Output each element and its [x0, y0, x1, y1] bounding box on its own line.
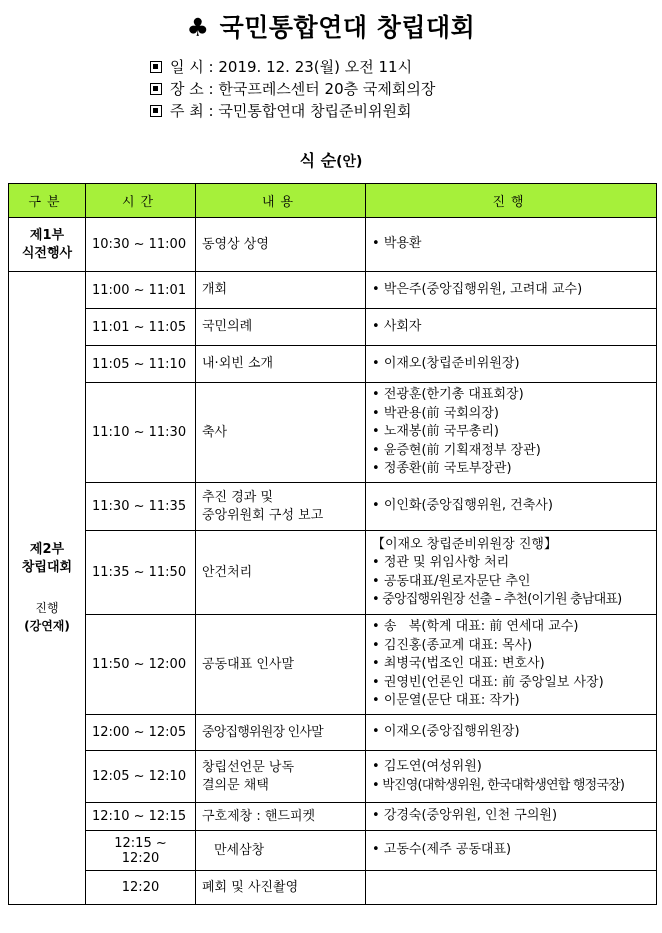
progress-cell: • 이재오(중앙집행위원장): [366, 715, 657, 751]
program-subtitle: 식 순(안): [299, 151, 363, 170]
progress-cell: • 김도연(여성위원) • 박진영(대학생위원, 한국대학생연합 행정국장): [366, 751, 657, 803]
table-row: 12:00 ~ 12:05 중앙집행위원장 인사말 • 이재오(중앙집행위원장): [9, 715, 657, 751]
square-bullet-icon: [150, 83, 162, 95]
table-row: 11:50 ~ 12:00 공동대표 인사말 • 송 복(학계 대표: 前 연세대 교수) • 김진홍(종교계 대표: 목사) • 최병국(법조인 대표: 변호사) • 권영빈(언론인 대표: 前 중앙일보 사장) • 이문열(문단 대표: 작가): [9, 615, 657, 715]
content-cell: 개회: [196, 272, 366, 309]
content-cell: 국민의례: [196, 309, 366, 346]
table-row: 11:01 ~ 11:05 국민의례 • 사회자: [9, 309, 657, 346]
club-icon: ♣: [186, 13, 210, 42]
table-row: 11:05 ~ 11:10 내·외빈 소개 • 이재오(창립준비위원장): [9, 346, 657, 383]
content-cell: 공동대표 인사말: [196, 615, 366, 715]
event-info: [150, 56, 435, 122]
schedule-table: [8, 183, 657, 905]
content-cell: 중앙집행위원장 인사말: [196, 715, 366, 751]
progress-cell: 【이재오 창립준비위원장 진행】 • 정관 및 위임사항 처리 • 공동대표/원로자문단 추인 • 중앙집행위원장 선출 – 추천(이기원 충남대표): [366, 531, 657, 615]
document-title: ♣ 국민통합연대 창립대회: [186, 13, 476, 42]
table-row: 제2부 창립대회 진행 (강연재) 11:00 ~ 11:01 개회 • 박은주(중앙집행위원, 고려대 교수): [9, 272, 657, 309]
table-row: 12:10 ~ 12:15 구호제창 : 핸드피켓 • 강경숙(중앙위원, 인천 구의원): [9, 803, 657, 831]
table-row: 제1부 식전행사 10:30 ~ 11:00 동영상 상영 • 박용환: [9, 218, 657, 272]
info-date: 일 시 : 2019. 12. 23(월) 오전 11시: [150, 56, 435, 78]
square-bullet-icon: [150, 61, 162, 73]
info-venue: 장 소 : 한국프레스센터 20층 국제회의장: [150, 78, 435, 100]
content-cell: 동영상 상영: [196, 218, 366, 272]
progress-cell: • 고동수(제주 공동대표): [366, 831, 657, 871]
header-progress: 진행: [366, 184, 657, 218]
table-header-row: [9, 184, 657, 218]
content-cell: 축사: [196, 383, 366, 483]
table-row: 11:30 ~ 11:35 추진 경과 및 중앙위원회 구성 보고 • 이인화(중앙집행위원, 건축사): [9, 483, 657, 531]
info-host: 주 최 : 국민통합연대 창립준비위원회: [150, 100, 435, 122]
progress-cell: [366, 871, 657, 905]
progress-cell: • 전광훈(한기총 대표회장) • 박관용(前 국회의장) • 노재봉(前 국무총리) • 윤증현(前 기획재정부 장관) • 정종환(前 국토부장관): [366, 383, 657, 483]
content-cell: 구호제창 : 핸드피켓: [196, 803, 366, 831]
table-row: 12:05 ~ 12:10 창립선언문 낭독 결의문 채택 • 김도연(여성위원) • 박진영(대학생위원, 한국대학생연합 행정국장): [9, 751, 657, 803]
progress-cell: • 이재오(창립준비위원장): [366, 346, 657, 383]
table-row: 11:10 ~ 11:30 축사 • 전광훈(한기총 대표회장) • 박관용(前 국회의장) • 노재봉(前 국무총리) • 윤증현(前 기획재정부 장관) • 정종환(前 국토부장관): [9, 383, 657, 483]
content-cell: 폐회 및 사진촬영: [196, 871, 366, 905]
table-row: 12:20 폐회 및 사진촬영: [9, 871, 657, 905]
content-cell: 만세삼창: [196, 831, 366, 871]
part2-cell: 제2부 창립대회 진행 (강연재): [9, 272, 86, 905]
table-row: [9, 831, 657, 871]
header-time: 시간: [86, 184, 196, 218]
progress-cell: • 강경숙(중앙위원, 인천 구의원): [366, 803, 657, 831]
content-cell: 내·외빈 소개: [196, 346, 366, 383]
square-bullet-icon: [150, 105, 162, 117]
table-row: 11:35 ~ 11:50 안건처리 【이재오 창립준비위원장 진행】 • 정관 및 위임사항 처리 • 공동대표/원로자문단 추인 • 중앙집행위원장 선출 – 추천(이기원 충남대표): [9, 531, 657, 615]
content-cell: 추진 경과 및 중앙위원회 구성 보고: [196, 483, 366, 531]
content-cell: 안건처리: [196, 531, 366, 615]
part1-cell: 제1부 식전행사: [9, 218, 86, 272]
progress-cell: • 송 복(학계 대표: 前 연세대 교수) • 김진홍(종교계 대표: 목사) • 최병국(법조인 대표: 변호사) • 권영빈(언론인 대표: 前 중앙일보 사장) • 이문열(문단 대표: 작가): [366, 615, 657, 715]
header-part: 구분: [9, 184, 86, 218]
progress-cell: • 박은주(중앙집행위원, 고려대 교수): [366, 272, 657, 309]
progress-cell: • 이인화(중앙집행위원, 건축사): [366, 483, 657, 531]
progress-cell: • 박용환: [366, 218, 657, 272]
progress-cell: • 사회자: [366, 309, 657, 346]
header-content: 내용: [196, 184, 366, 218]
content-cell: 창립선언문 낭독 결의문 채택: [196, 751, 366, 803]
time-cell: 12:15 ~ 12:20: [86, 831, 196, 871]
